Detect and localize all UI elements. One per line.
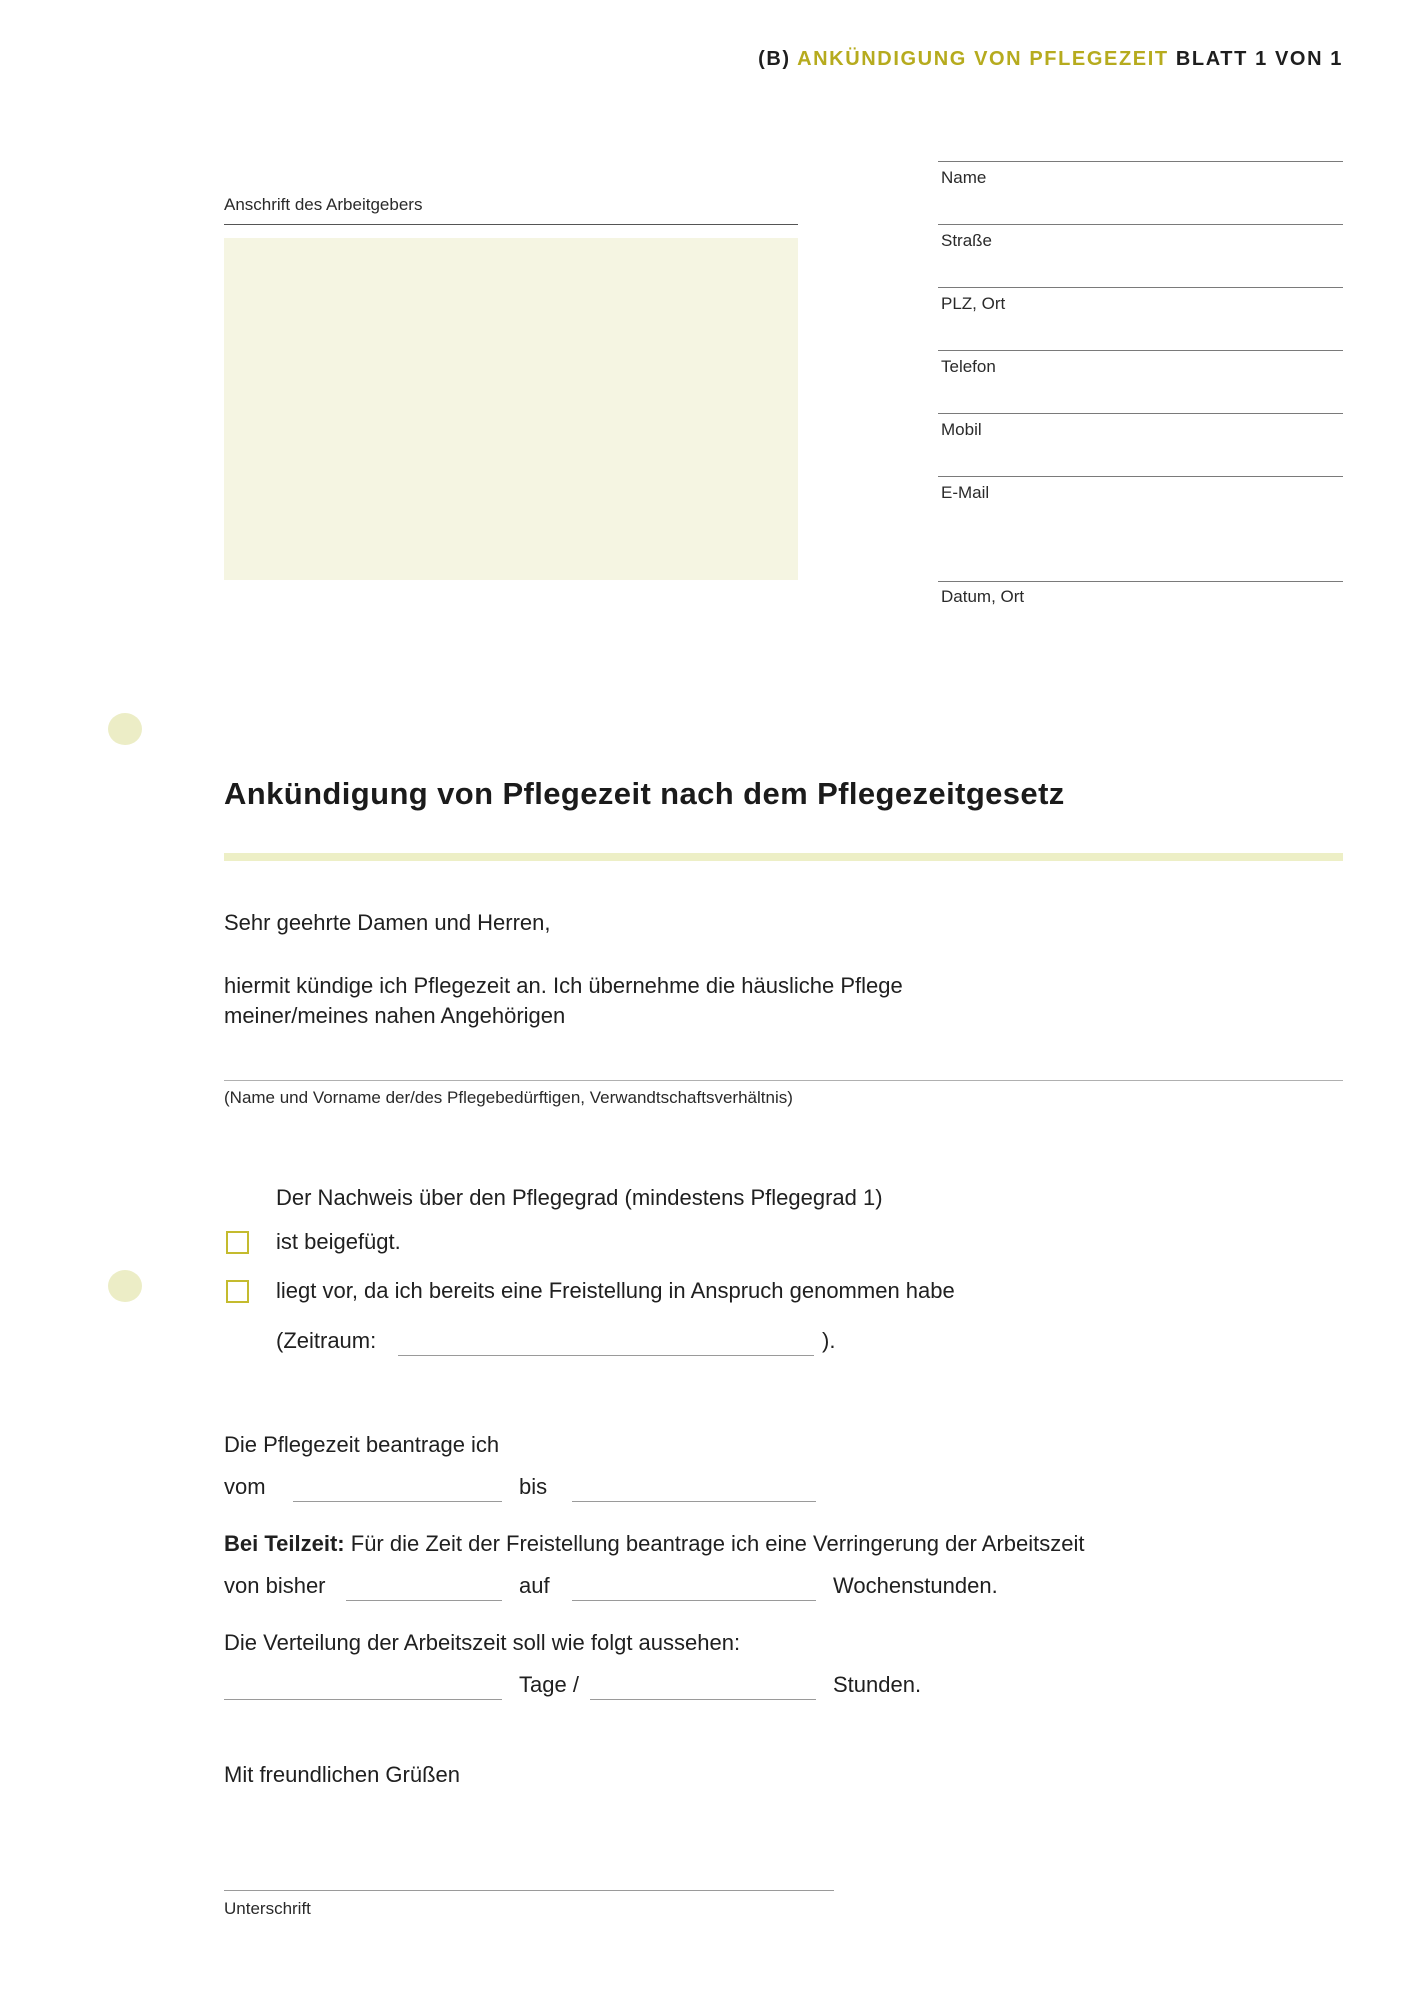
to-label: bis — [519, 1474, 548, 1499]
signature-field[interactable] — [224, 1890, 834, 1891]
page-header — [758, 48, 1343, 71]
sender-field-name-input[interactable] — [938, 164, 1343, 222]
punch-hole-marker — [108, 1270, 142, 1302]
sender-field-street-input[interactable] — [938, 227, 1343, 285]
sender-line — [938, 287, 1343, 288]
relative-name-field[interactable] — [224, 1080, 1343, 1081]
parttime-text — [224, 1531, 1084, 1557]
from-date-field[interactable] — [293, 1501, 502, 1502]
sender-line — [938, 476, 1343, 477]
sender-top-line — [938, 161, 1343, 162]
salutation: Sehr geehrte Damen und Herren, — [224, 910, 551, 935]
hours-unit: Wochenstunden. — [833, 1573, 998, 1598]
employer-address-line — [224, 224, 798, 225]
current-hours-field[interactable] — [346, 1600, 502, 1601]
title-rule — [224, 853, 1343, 861]
relative-caption: (Name und Vorname der/des Pflegebedürftigen, Verwandtschaftsverhältnis) — [224, 1088, 793, 1107]
sender-line — [938, 413, 1343, 414]
header-sheet: BLATT 1 VON 1 — [1175, 48, 1343, 70]
sender-field-email-label: E-Mail — [941, 483, 990, 502]
option-attached-label: ist beigefügt. — [276, 1229, 401, 1254]
punch-hole-marker — [108, 713, 142, 745]
sender-line — [938, 224, 1343, 225]
hours-label: Stunden. — [833, 1672, 922, 1697]
intro-line-1: hiermit kündige ich Pflegezeit an. Ich übernehme die häusliche Pflege — [224, 973, 903, 998]
sender-field-mobile-label: Mobil — [941, 420, 982, 439]
option-previous-leave-label: liegt vor, da ich bereits eine Freistellung in Anspruch genommen habe — [276, 1278, 955, 1303]
request-intro: Die Pflegezeit beantrage ich — [224, 1432, 500, 1457]
sender-field-mobile-input[interactable] — [938, 416, 1343, 474]
days-field[interactable] — [224, 1699, 502, 1700]
hours-per-day-field[interactable] — [590, 1699, 816, 1700]
employer-address-field[interactable] — [224, 238, 798, 580]
period-close: ). — [822, 1328, 836, 1353]
sender-field-city-input[interactable] — [938, 290, 1343, 348]
document-title: Ankündigung von Pflegezeit nach dem Pflegezeitgesetz — [224, 776, 1065, 811]
sender-field-phone-label: Telefon — [941, 357, 996, 376]
sender-field-email-input[interactable] — [938, 479, 1343, 579]
sender-field-street-label: Straße — [941, 231, 993, 250]
sender-line — [938, 350, 1343, 351]
sender-line — [938, 581, 1343, 582]
header-title: ANKÜNDIGUNG VON PFLEGEZEIT — [797, 48, 1169, 70]
days-label: Tage / — [519, 1672, 579, 1697]
from-hours-label: von bisher — [224, 1573, 326, 1598]
employer-address-label: Anschrift des Arbeitgebers — [224, 195, 423, 214]
header-prefix: (B) — [758, 48, 791, 70]
distribution-intro: Die Verteilung der Arbeitszeit soll wie folgt aussehen: — [224, 1630, 741, 1655]
parttime-bold: Bei Teilzeit: — [224, 1531, 345, 1556]
sender-field-city-label: PLZ, Ort — [941, 294, 1006, 313]
from-label: vom — [224, 1474, 266, 1499]
closing: Mit freundlichen Grüßen — [224, 1762, 460, 1787]
new-hours-field[interactable] — [572, 1600, 816, 1601]
to-date-field[interactable] — [572, 1501, 816, 1502]
sender-field-phone-input[interactable] — [938, 353, 1343, 411]
checkbox-attached[interactable] — [226, 1231, 249, 1254]
sender-field-date-label: Datum, Ort — [941, 587, 1025, 606]
parttime-description: Für die Zeit der Freistellung beantrage ich eine Verringerung der Arbeitszeit — [350, 1531, 1085, 1556]
to-hours-label: auf — [519, 1573, 550, 1598]
period-field[interactable] — [398, 1355, 814, 1356]
checkbox-previous-leave[interactable] — [226, 1280, 249, 1303]
sender-field-name-label: Name — [941, 168, 987, 187]
intro-line-2: meiner/meines nahen Angehörigen — [224, 1003, 566, 1028]
proof-intro: Der Nachweis über den Pflegegrad (mindestens Pflegegrad 1) — [276, 1185, 883, 1210]
period-label: (Zeitraum: — [276, 1328, 377, 1353]
signature-label: Unterschrift — [224, 1899, 311, 1918]
